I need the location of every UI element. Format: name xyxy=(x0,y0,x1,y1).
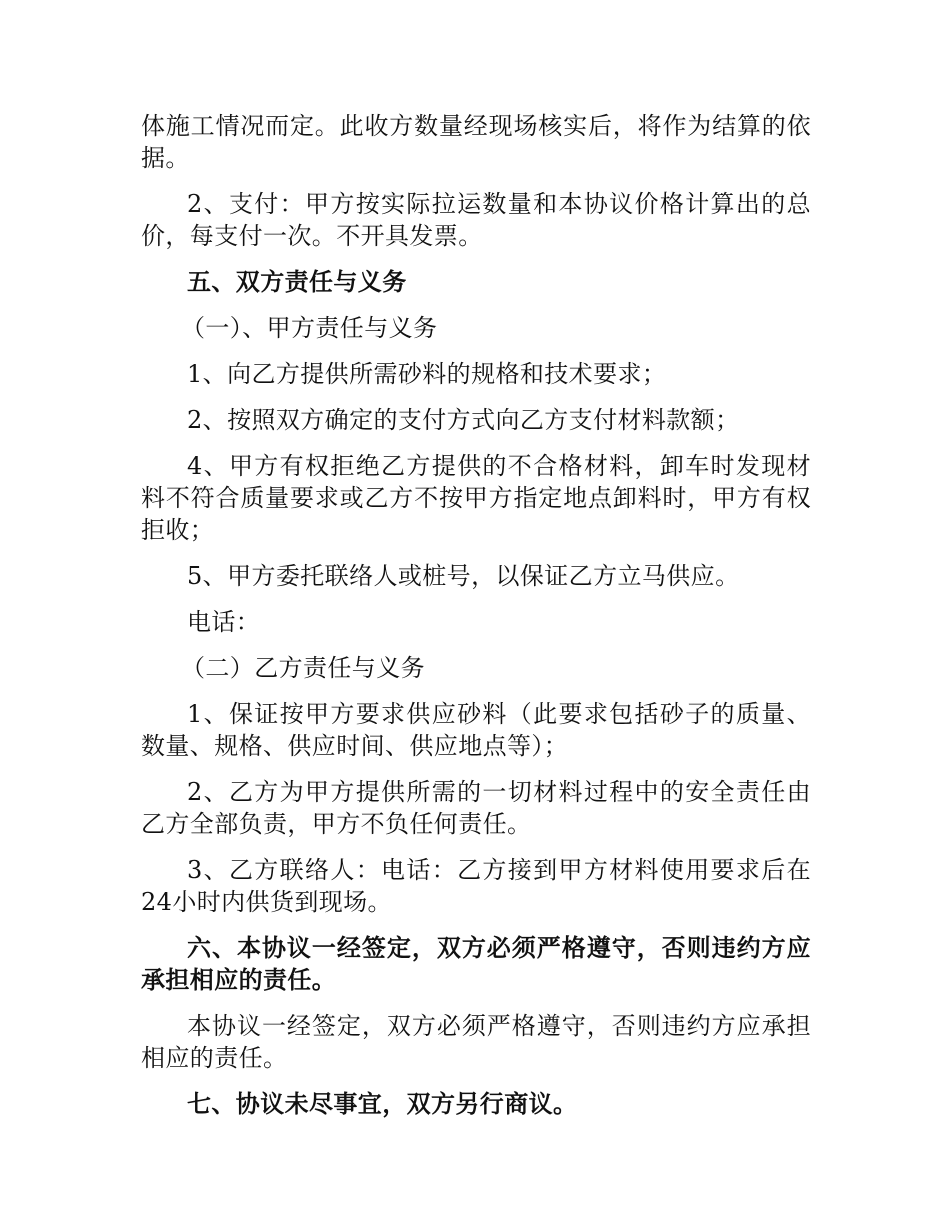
list-item-b1: 1、保证按甲方要求供应砂料（此要求包括砂子的质量、数量、规格、供应时间、供应地点等）； xyxy=(141,700,811,760)
subheading-party-b: （二）乙方责任与义务 xyxy=(181,654,425,682)
paragraph-settlement-basis: 体施工情况而定。此收方数量经现场核实后，将作为结算的依据。 xyxy=(141,112,811,172)
document-body xyxy=(141,110,811,1134)
heading-compliance: 六、本协议一经签定，双方必须严格遵守，否则违约方应承担相应的责任。 xyxy=(141,933,811,994)
paragraph-compliance: 本协议一经签定，双方必须严格遵守，否则违约方应承担相应的责任。 xyxy=(141,1012,811,1072)
subheading-party-a: （一）、甲方责任与义务 xyxy=(181,314,438,342)
heading-responsibilities: 五、双方责任与义务 xyxy=(187,267,407,296)
phone-line: 电话： xyxy=(187,608,261,636)
list-item-a1: 1、向乙方提供所需砂料的规格和技术要求； xyxy=(187,360,667,388)
list-item-b2: 2、乙方为甲方提供所需的一切材料过程中的安全责任由乙方全部负责，甲方不负任何责任。 xyxy=(141,778,811,838)
list-item-a5: 5、甲方委托联络人或桩号，以保证乙方立马供应。 xyxy=(187,562,740,590)
list-item-a2: 2、按照双方确定的支付方式向乙方支付材料款额； xyxy=(187,406,740,434)
heading-other-matters: 七、协议未尽事宜，双方另行商议。 xyxy=(187,1089,578,1118)
list-item-b3: 3、乙方联络人：电话：乙方接到甲方材料使用要求后在24小时内供货到现场。 xyxy=(141,856,811,916)
list-item-a4: 4、甲方有权拒绝乙方提供的不合格材料，卸车时发现材料不符合质量要求或乙方不按甲方指定地点卸料时，甲方有权拒收； xyxy=(141,452,811,544)
paragraph-payment: 2、支付：甲方按实际拉运数量和本协议价格计算出的总价，每支付一次。不开具发票。 xyxy=(141,190,811,250)
